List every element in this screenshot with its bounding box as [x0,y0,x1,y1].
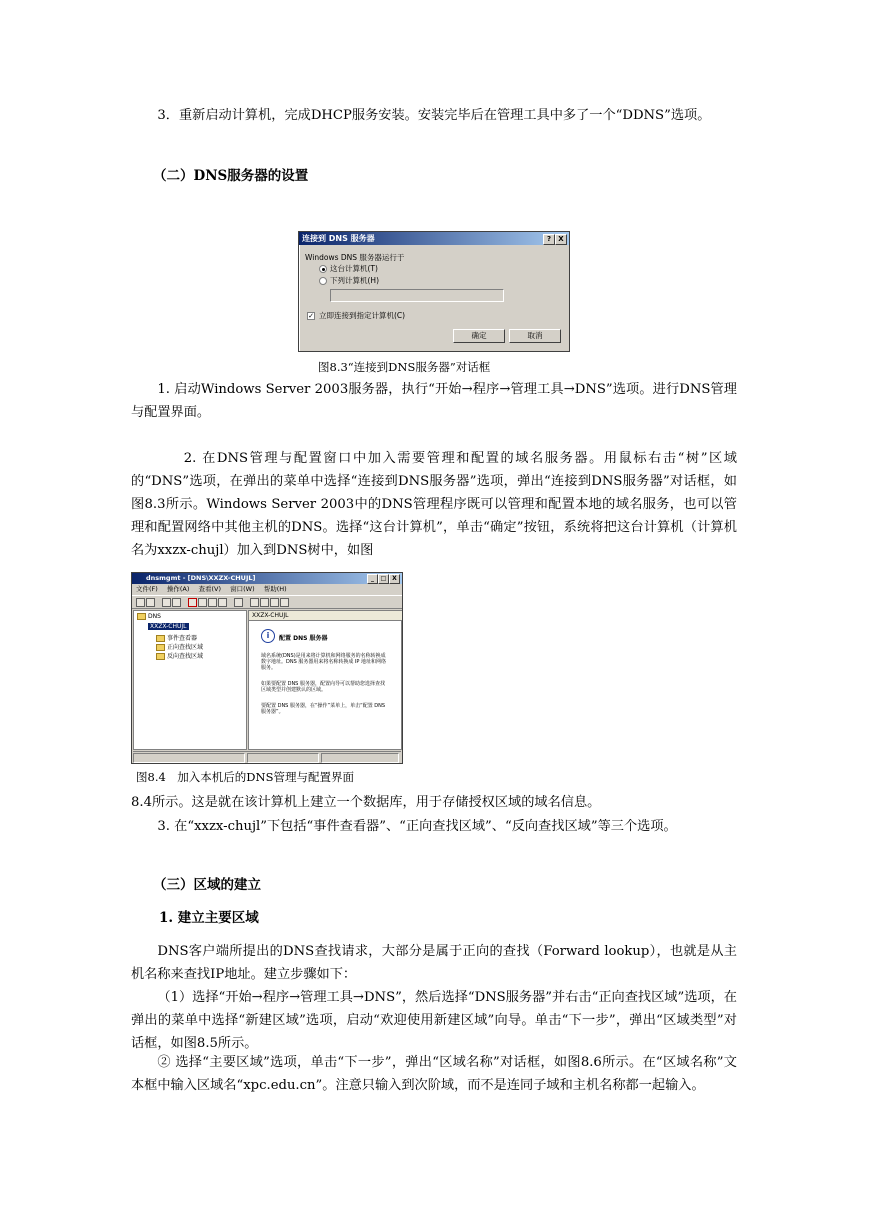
up-icon[interactable] [162,598,171,607]
dns-icon [137,613,146,620]
status-segment-3 [321,753,399,763]
maximize-button[interactable]: □ [378,574,389,584]
close-button[interactable]: X [389,574,400,584]
figure-8-3-caption: 图8.3“连接到DNS服务器”对话框 [318,360,491,374]
dns-management-window [131,572,403,764]
tree-server-label: XXZX-CHUJL [150,623,187,630]
forward-icon[interactable] [146,598,155,607]
menu-window[interactable]: 窗口(W) [230,585,255,593]
cancel-button[interactable]: 取消 [509,329,561,343]
details-text-1: 域名系统(DNS)是用来将计算机和网络服务的名称转换成数字地址。DNS 服务器用来将名称转换成 IP 地址和网络服务。 [261,653,387,671]
paragraph-3: 2. 在DNS管理与配置窗口中加入需要管理和配置的域名服务器。用鼠标右击“树”区域的“DNS”选项，在弹出的菜单中选择“连接到DNS服务器”选项，弹出“连接到DNS服务器”对话框，如图8.3所示。Windows Server 2003中的DNS管理程序既可以管理和配置本地的域名服务，也可以管理和配置网络中其他主机的DNS。选择“这台计算机”，单击“确定”按钮，系统将把这台计算机（计算机名为xxzx-chujl）加入到DNS树中，如图 [131,451,737,558]
help-button[interactable]: ? [543,234,555,245]
event-viewer-icon [156,635,165,642]
details-text-2: 如果要配置 DNS 服务器，配置向导可以帮助您选择查找区域类型并创建默认的区域。 [261,681,385,693]
toolbar [132,595,402,609]
details-title: 配置 DNS 服务器 [279,635,328,642]
computer-name-input[interactable] [330,289,504,302]
menu-action[interactable]: 操作(A) [166,585,190,593]
tree-item-label: 反向查找区域 [167,653,204,660]
paragraph-5: 3. 在“xxzx-chujl”下包括“事件查看器”、“正向查找区域”、“反向查找区域”等三个选项。 [157,819,677,834]
details-text-3: 要配置 DNS 服务器，在“操作”菜单上，单击“配置 DNS 服务器”。 [261,703,386,715]
refresh-icon[interactable] [208,598,217,607]
radio-this-computer[interactable] [319,265,327,273]
paragraph-7: （1）选择“开始→程序→管理工具→DNS”，然后选择“DNS服务器”并右击“正向查找区域”选项，在弹出的菜单中选择“新建区域”选项，启动“欢迎使用新建区域”向导。单击“下一步”，弹出“区域类型”对话框，如图8.5所示。 [131,990,737,1051]
tree-event-viewer[interactable] [156,633,197,642]
group-label: Windows DNS 服务器运行于 [305,253,405,262]
paragraph-6: DNS客户端所提出的DNS查找请求，大部分是属于正向的查找（Forward lookup），也就是从主机名称来查找IP地址。建立步骤如下： [131,944,737,982]
back-icon[interactable] [136,598,145,607]
tree-root-label: DNS [148,613,161,620]
radio-this-computer-label: 这台计算机(T) [330,264,378,273]
tree-item-label: 事件查看器 [167,635,198,642]
minimize-button[interactable]: _ [367,574,378,584]
heading-primary-zone: 1. 建立主要区域 [159,910,259,926]
tree-pane [133,610,247,750]
status-segment-2 [247,753,319,763]
mmc-title: dnsmgmt - [DNS\XXZX-CHUJL] [146,574,256,582]
radio-other-computer-label: 下列计算机(H) [330,276,379,285]
help-icon[interactable] [234,598,243,607]
tree-reverse-zones[interactable] [156,651,203,660]
menu-view[interactable]: 查看(V) [198,585,222,593]
tree-forward-zones[interactable] [156,642,203,651]
tree-item-label: 正向查找区域 [167,644,204,651]
close-button[interactable]: X [555,234,567,245]
mmc-titlebar [132,573,402,584]
menu-file[interactable]: 文件(F) [136,585,158,593]
info-icon: i [261,629,275,643]
connect-now-checkbox[interactable]: ✓ [308,312,314,320]
radio-other-computer[interactable] [319,277,327,285]
menu-help[interactable]: 帮助(H) [263,585,287,593]
paragraph-1: 3．重新启动计算机，完成DHCP服务安装。安装完毕后在管理工具中多了一个“DDNS”选项。 [157,108,711,123]
details-pane [248,610,402,750]
connect-dns-dialog [298,231,570,352]
ok-button[interactable]: 确定 [453,329,505,343]
menu-bar [132,584,402,595]
paragraph-2: 1. 启动Windows Server 2003服务器，执行“开始→程序→管理工具→DNS”选项。进行DNS管理与配置界面。 [131,382,737,420]
dialog-title: 连接到 DNS 服务器 [302,234,375,243]
heading-dns-setup: （二）DNS服务器的设置 [153,168,309,184]
filter-icon[interactable] [280,598,289,607]
tree-server[interactable] [148,623,189,630]
status-bar [133,751,401,762]
properties-icon[interactable] [198,598,207,607]
detail-icon[interactable] [260,598,269,607]
delete-icon[interactable] [188,598,197,607]
paragraph-8: ② 选择“主要区域”选项，单击“下一步”，弹出“区域名称”对话框，如图8.6所示。在“区域名称”文本框中输入区域名“xpc.edu.cn”。注意只输入到次阶域，而不是连同子域和主机名称都一起输入。 [131,1055,737,1093]
details-header: XXZX-CHUJL [249,611,402,621]
heading-zone-creation: （三）区域的建立 [153,877,261,893]
folder-icon [156,644,165,651]
dialog-titlebar [299,232,569,245]
server-icon[interactable] [270,598,279,607]
show-hide-tree-icon[interactable] [172,598,181,607]
connect-now-label: 立即连接到指定计算机(C) [319,311,406,320]
figure-8-4-caption: 图8.4 加入本机后的DNS管理与配置界面 [136,770,354,784]
status-segment-1 [133,753,245,763]
export-icon[interactable] [218,598,227,607]
paragraph-4: 8.4所示。这是就在该计算机上建立一个数据库，用于存储授权区域的域名信息。 [131,795,601,810]
tree-root[interactable] [137,613,161,620]
list-icon[interactable] [250,598,259,607]
folder-icon [156,653,165,660]
